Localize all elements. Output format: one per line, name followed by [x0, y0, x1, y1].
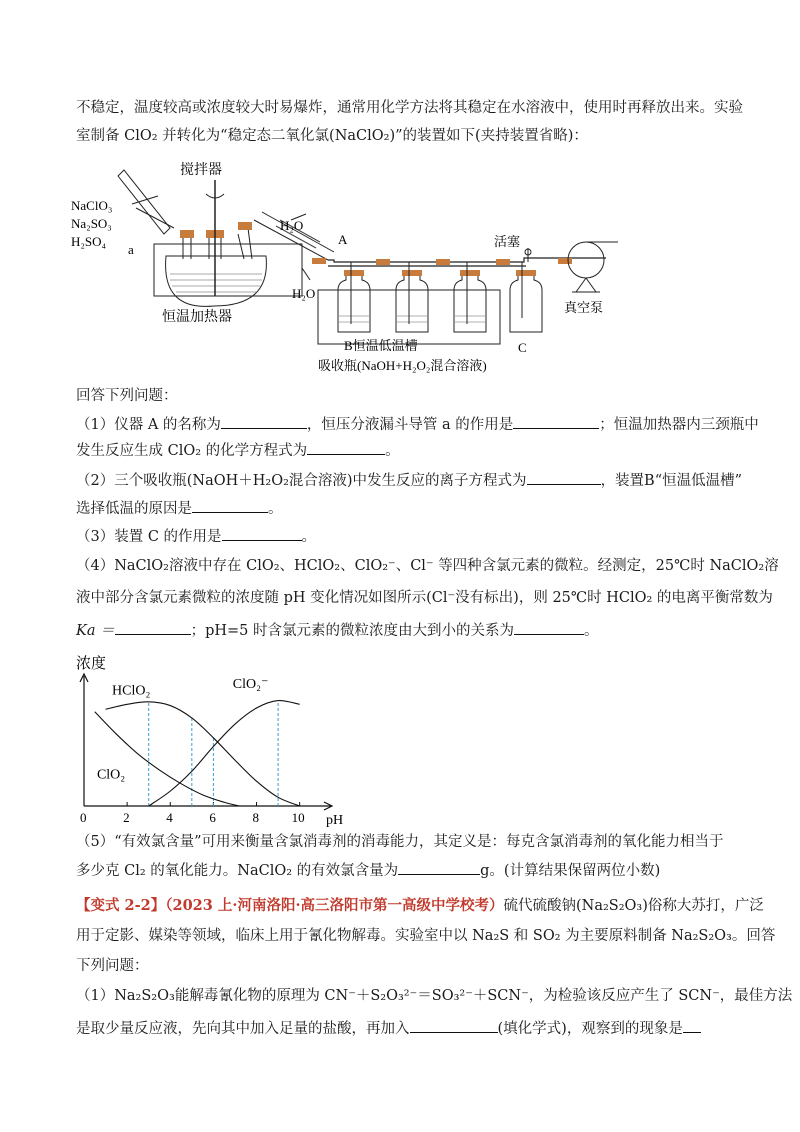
bath-label: B恒温低温槽: [344, 338, 418, 353]
series-label-hclo2: HClO₂: [112, 683, 151, 699]
q4-line-1: （4）NaClO₂溶液中存在 ClO₂、HClO₂、ClO₂⁻、Cl⁻ 等四种含氯元素的微粒。经测定，25℃时 NaClO₂溶: [76, 558, 779, 574]
variant-q1-blank-1[interactable]: [410, 1018, 498, 1033]
q4-line-2: 液中部分含氯元素微粒的浓度随 pH 变化情况如图所示(Cl⁻没有标出)，则 25℃时 HClO₂ 的电离平衡常数为: [76, 590, 773, 606]
three-neck-flask: [166, 256, 267, 306]
intro-line-1: 不稳定，温度较高或浓度较大时易爆炸，通常用化学方法将其稳定在水溶液中，使用时再释放出来。实验: [76, 100, 743, 116]
label-C: C: [518, 340, 527, 355]
variant-tag: 【变式 2-2】（2023 上·河南洛阳·高三洛阳市第一高级中学校考）: [76, 897, 504, 914]
heater-box: [154, 244, 302, 296]
q2-line-1: （2）三个吸收瓶(NaOH＋H₂O₂混合溶液)中发生反应的离子方程式为 ，装置B“恒温低温槽”: [76, 470, 742, 491]
q4-blank-1[interactable]: [115, 620, 191, 635]
absorber-label: 吸收瓶(NaOH+H₂O₂混合溶液): [318, 358, 487, 373]
variant-q1-line-1: （1）Na₂S₂O₃能解毒氰化物的原理为 CN⁻＋S₂O₃²⁻＝SO₃²⁻＋SCN⁻，为检验该反应产生了 SCN⁻，最佳方法: [76, 988, 793, 1004]
variant-line-3: 下列问题：: [76, 958, 149, 974]
variant-line-2: 用于定影、媒染等领域，临床上用于氰化物解毒。实验室中以 Na₂S 和 SO₂ 为主要原料制备 Na₂S₂O₃。回答: [76, 928, 776, 944]
x-tick-label: 4: [166, 810, 173, 825]
intro-line-2: 室制备 ClO₂ 并转化为“稳定态二氧化氯(NaClO₂)”的装置如下(夹持装置省略)：: [76, 128, 588, 144]
variant-q1-blank-2[interactable]: [683, 1018, 701, 1033]
apparatus-diagram: [66, 156, 736, 378]
q3-line: （3）装置 C 的作用是 。: [76, 526, 316, 547]
concentration-chart: [70, 648, 370, 830]
absorption-bottles: [338, 274, 486, 332]
x-tick-label: 10: [291, 810, 305, 825]
valve-label: 活塞: [494, 234, 521, 249]
q1-blank-1[interactable]: [221, 414, 307, 429]
chart-ylabel: 浓度: [76, 656, 107, 672]
hclo2-curve: [106, 702, 300, 806]
water-in-bottom: H₂O: [292, 286, 316, 301]
x-tick-label: 6: [209, 810, 216, 825]
water-in-top: H₂O: [280, 218, 304, 233]
dropping-funnel: [118, 170, 170, 234]
reagent-1: NaClO₃: [71, 198, 113, 213]
label-a: a: [128, 242, 134, 257]
q5-blank[interactable]: [398, 860, 480, 875]
clo2-minus-curve: [149, 701, 300, 806]
q3-blank[interactable]: [222, 526, 302, 541]
bottle-C: [510, 274, 542, 332]
heater-label: 恒温加热器: [162, 310, 232, 325]
q1-blank-2[interactable]: [513, 414, 599, 429]
series-label-clo2: ClO₂: [96, 767, 126, 783]
label-A: A: [338, 232, 348, 247]
q2-blank-2[interactable]: [192, 498, 268, 513]
q4-blank-2[interactable]: [514, 620, 584, 635]
q1-line-1: （1）仪器 A 的名称为 ，恒压分液漏斗导管 a 的作用是 ；恒温加热器内三颈瓶中: [76, 414, 759, 435]
questions-prompt: 回答下列问题：: [76, 388, 178, 404]
clo2-curve: [95, 712, 239, 806]
reagent-2: Na₂SO₃: [71, 216, 112, 231]
reagent-3: H₂SO₄: [71, 234, 107, 249]
q1-blank-3[interactable]: [307, 440, 385, 455]
q5-line-1: （5）“有效氯含量”可用来衡量含氯消毒剂的消毒能力，其定义是：每克含氯消毒剂的氧化能力相当于: [76, 834, 724, 850]
x-tick-label: 0: [80, 810, 87, 825]
q5-line-2: 多少克 Cl₂ 的氧化能力。NaClO₂ 的有效氯含量为 g。(计算结果保留两位小数): [76, 860, 660, 881]
q4-line-3: Ka ＝ ；pH=5 时含氯元素的微粒浓度由大到小的关系为 。: [76, 620, 599, 641]
q2-blank-1[interactable]: [527, 470, 601, 485]
q1-line-2: 发生反应生成 ClO₂ 的化学方程式为 。: [76, 440, 400, 461]
variant-line-1: 【变式 2-2】（2023 上·河南洛阳·高三洛阳市第一高级中学校考）硫代硫酸钠(Na₂S₂O₃)俗称大苏打，广泛: [76, 897, 764, 914]
stirrer-label: 搅拌器: [180, 163, 222, 178]
series-label-clo2-minus: ClO₂⁻: [232, 677, 269, 693]
q2-line-2: 选择低温的原因是 。: [76, 498, 283, 519]
x-tick-label: 2: [123, 810, 130, 825]
variant-q1-line-2: 是取少量反应液，先向其中加入足量的盐酸，再加入 (填化学式)，观察到的现象是: [76, 1018, 701, 1039]
vacuum-pump: [568, 242, 604, 278]
pump-label: 真空泵: [564, 300, 604, 315]
chart-xlabel: pH: [326, 813, 344, 828]
x-tick-label: 8: [252, 810, 260, 825]
